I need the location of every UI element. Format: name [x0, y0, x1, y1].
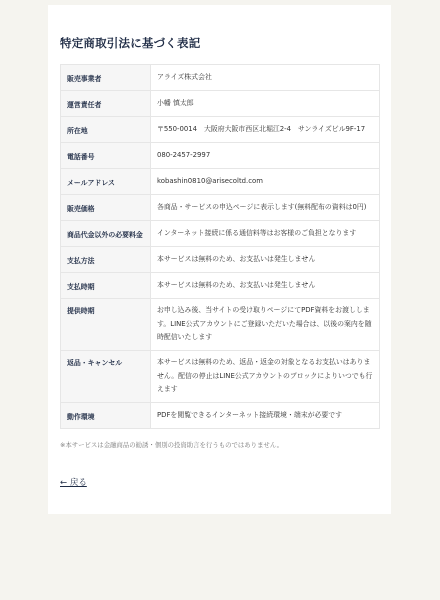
page-title: 特定商取引法に基づく表記	[60, 36, 201, 50]
commerce-law-table	[60, 64, 380, 429]
row-label: 所在地	[61, 117, 151, 143]
row-label: 提供時期	[61, 299, 151, 351]
row-value: インターネット接続に係る通信料等はお客様のご負担となります	[151, 221, 380, 247]
row-label: 返品・キャンセル	[61, 351, 151, 403]
table-row	[61, 117, 380, 143]
row-label: 支払方法	[61, 247, 151, 273]
row-label: 電話番号	[61, 143, 151, 169]
table-row	[61, 169, 380, 195]
table-row	[61, 273, 380, 299]
row-label: 支払時期	[61, 273, 151, 299]
table-row	[61, 221, 380, 247]
row-value: アライズ株式会社	[151, 65, 380, 91]
row-value: 本サービスは無料のため、お支払いは発生しません	[151, 247, 380, 273]
row-value: 080-2457-2997	[151, 143, 380, 169]
row-value: 本サービスは無料のため、お支払いは発生しません	[151, 273, 380, 299]
row-value: 各商品・サービスの申込ページに表示します(無料配布の資料は0円)	[151, 195, 380, 221]
table-row	[61, 351, 380, 403]
row-label: 動作環境	[61, 403, 151, 429]
row-label: メールアドレス	[61, 169, 151, 195]
row-label: 販売事業者	[61, 65, 151, 91]
back-link[interactable]: ← 戻る	[60, 478, 87, 488]
table-row	[61, 299, 380, 351]
row-value: 小幡 慎太郎	[151, 91, 380, 117]
disclaimer-note: ※本サービスは金融商品の勧誘・個別の投資助言を行うものではありません。	[60, 441, 284, 449]
row-value: PDFを閲覧できるインターネット接続環境・端末が必要です	[151, 403, 380, 429]
row-value: お申し込み後、当サイトの受け取りページにてPDF資料をお渡しします。LINE公式アカウントにご登録いただいた場合は、以後の案内を随時配信いたします	[151, 299, 380, 351]
table-row	[61, 195, 380, 221]
table-row	[61, 403, 380, 429]
legal-notice-card	[48, 5, 391, 514]
row-value: 本サービスは無料のため、返品・返金の対象となるお支払いはありません。配信の停止はLINE公式アカウントのブロックによりいつでも行えます	[151, 351, 380, 403]
row-label: 販売価格	[61, 195, 151, 221]
table-row	[61, 143, 380, 169]
row-label: 商品代金以外の必要料金	[61, 221, 151, 247]
row-value: 〒550-0014 大阪府大阪市西区北堀江2-4 サンライズビル9F-17	[151, 117, 380, 143]
table-row	[61, 65, 380, 91]
row-value: kobashin0810@arisecoltd.com	[151, 169, 380, 195]
row-label: 運営責任者	[61, 91, 151, 117]
table-row	[61, 91, 380, 117]
table-row	[61, 247, 380, 273]
